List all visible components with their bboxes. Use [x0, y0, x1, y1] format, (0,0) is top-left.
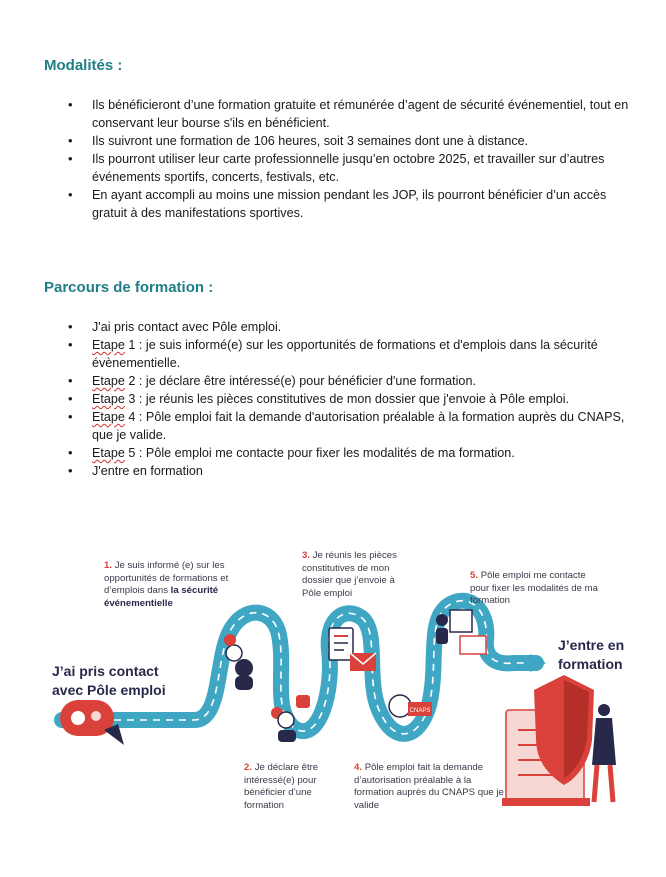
- parcours-item: [44, 390, 644, 408]
- modalites-item: • Ils suivront une formation de 106 heures, soit 3 semaines dont une à distance.: [44, 132, 644, 150]
- step-text: 4 : Pôle emploi fait la demande d'autorisation préalable à la formation auprès du CNAPS, que je valide.: [92, 410, 625, 442]
- step-4-body: Pôle emploi fait la demande d’autorisation préalable à la formation auprès du CNAPS que je valide: [354, 762, 504, 811]
- modalites-item: • Ils bénéficieront d’une formation gratuite et rémunérée d’agent de sécurité événementiel, tout en conservant leur bourse s'ils en bénéficient.: [44, 96, 644, 132]
- parcours-heading: Parcours de formation :: [44, 279, 214, 296]
- step-1-body: Je suis informé (e) sur les opportunités de formations et d’emplois dans: [104, 560, 229, 596]
- step-2-number: 2.: [244, 762, 253, 773]
- step-text: J'ai pris contact avec Pôle emploi.: [92, 320, 282, 334]
- modalites-item: • Ils pourront utiliser leur carte professionnelle jusqu’en octobre 2025, et travailler sur d’autres événements sportifs, concerts, festivals, etc.: [44, 150, 644, 186]
- parcours-item: [44, 444, 644, 462]
- step-5-body: Pôle emploi me contacte pour fixer les modalités de ma formation: [470, 570, 598, 606]
- step-1-bold: la sécurité événementielle: [104, 585, 219, 609]
- step-3-body: Je réunis les pièces constitutives de mon dossier que j’envoie à Pôle emploi: [302, 550, 397, 599]
- step-prefix: Etape: [92, 392, 125, 406]
- step-5-text: [470, 570, 600, 608]
- modalites-item: • En ayant accompli au moins une mission pendant les JOP, ils pourront bénéficier d’un accès gratuit à des manifestations sportives.: [44, 186, 644, 222]
- step-5-number: 5.: [470, 570, 479, 581]
- step-text: 1 : je suis informé(e) sur les opportunités de formations et d'emplois dans la sécurité évènementielle.: [92, 338, 598, 370]
- step-1-text: [104, 560, 234, 610]
- modalites-heading: Modalités :: [44, 57, 123, 74]
- parcours-item: [44, 336, 644, 372]
- step-text: 5 : Pôle emploi me contacte pour fixer les modalités de ma formation.: [124, 446, 515, 460]
- step-2-text: [244, 762, 334, 812]
- step-prefix: Etape: [92, 446, 125, 460]
- parcours-item: [44, 372, 644, 390]
- step-1-number: 1.: [104, 560, 113, 571]
- step-prefix: Etape: [92, 410, 125, 424]
- step-4-number: 4.: [354, 762, 363, 773]
- start-label: J’ai pris contact avec Pôle emploi: [52, 663, 166, 698]
- parcours-infographic: [44, 540, 644, 830]
- step-4-text: [354, 762, 504, 812]
- step-text: J'entre en formation: [92, 464, 203, 478]
- step-text: 2 : je déclare être intéressé(e) pour bénéficier d'une formation.: [124, 374, 476, 388]
- cnaps-badge-label: CNAPS: [409, 708, 431, 714]
- parcours-item: [44, 318, 644, 336]
- step-prefix: Etape: [92, 374, 125, 388]
- parcours-list: [44, 318, 644, 480]
- step-prefix: Etape: [92, 338, 125, 352]
- step-2-body: Je déclare être intéressé(e) pour bénéficier d’une formation: [244, 762, 319, 811]
- step-text: 3 : je réunis les pièces constitutives de mon dossier que j'envoie à Pôle emploi.: [124, 392, 570, 406]
- end-label: J’entre en formation: [558, 637, 625, 672]
- step-3-number: 3.: [302, 550, 311, 561]
- shield-clipboard-icon: [502, 675, 616, 806]
- step-3-text: [302, 550, 412, 600]
- modalites-list: [44, 96, 644, 222]
- parcours-item: [44, 408, 644, 444]
- parcours-item: [44, 462, 644, 480]
